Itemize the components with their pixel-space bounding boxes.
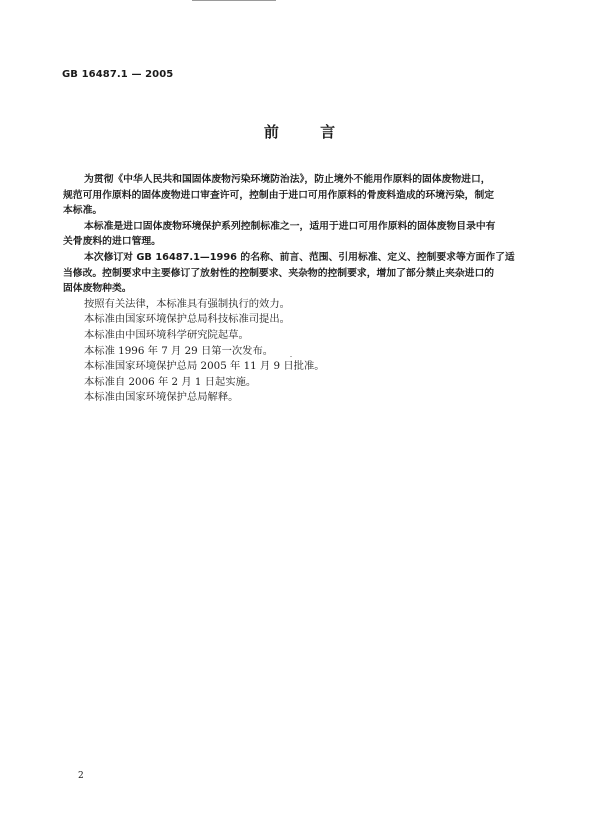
paragraph-approved bbox=[63, 359, 541, 375]
paragraph-effective bbox=[63, 375, 541, 391]
text-line: 本标准由国家环境保护总局解释。 bbox=[84, 391, 239, 404]
paragraph-scope bbox=[63, 219, 541, 250]
standard-code: GB 16487.1 — 2005 bbox=[62, 69, 174, 80]
text-line: 关骨废料的进口管理。 bbox=[63, 236, 161, 248]
paragraph-drafted-by bbox=[63, 328, 541, 344]
top-rule bbox=[192, 0, 276, 1]
text-line: 为贯彻《中华人民共和国固体废物污染环境防治法》，防止境外不能用作原料的固体废物进口， bbox=[84, 174, 491, 185]
text-line: 本标准由国家环境保护总局科技标准司提出。 bbox=[84, 313, 290, 326]
paragraph-interpreted-by bbox=[63, 390, 541, 406]
text-line: 本标准由中国环境科学研究院起草。 bbox=[84, 328, 249, 341]
paragraph-legal-effect bbox=[63, 297, 541, 313]
text-line: 本标准自 2006 年 2 月 1 日起实施。 bbox=[84, 375, 257, 388]
paragraph-proposed-by bbox=[63, 312, 541, 328]
text-line: 按照有关法律，本标准具有强制执行的效力。 bbox=[84, 297, 290, 310]
text-line: 本标准。 bbox=[63, 205, 103, 217]
page-number: 2 bbox=[78, 771, 84, 781]
paragraph-first-issued bbox=[63, 344, 541, 360]
text-line: 本标准 1996 年 7 月 29 日第一次发布。 bbox=[84, 344, 274, 357]
text-line: 固体废物种类。 bbox=[63, 283, 132, 295]
paragraph-revision bbox=[63, 250, 541, 297]
text-line: 规范可用作原料的固体废物进口审查许可，控制由于进口可用作原料的骨废料造成的环境污染，制定 bbox=[63, 189, 495, 201]
text-line: 本标准是进口固体废物环境保护系列控制标准之一，适用于进口可用作原料的固体废物目录中有 bbox=[84, 220, 496, 232]
text-line: 当修改。控制要求中主要修订了放射性的控制要求、夹杂物的控制要求，增加了部分禁止夹杂进口的 bbox=[63, 267, 495, 279]
scan-speck bbox=[290, 356, 292, 357]
text-line: 本标准国家环境保护总局 2005 年 11 月 9 日批准。 bbox=[84, 360, 325, 373]
text-line: 本次修订对 GB 16487.1—1996 的名称、前言、范围、引用标准、定义、控制要求等方面作了适 bbox=[84, 251, 515, 263]
paragraph-purpose bbox=[63, 172, 541, 219]
foreword-body bbox=[63, 172, 541, 406]
page-title: 前 言 bbox=[263, 123, 354, 141]
